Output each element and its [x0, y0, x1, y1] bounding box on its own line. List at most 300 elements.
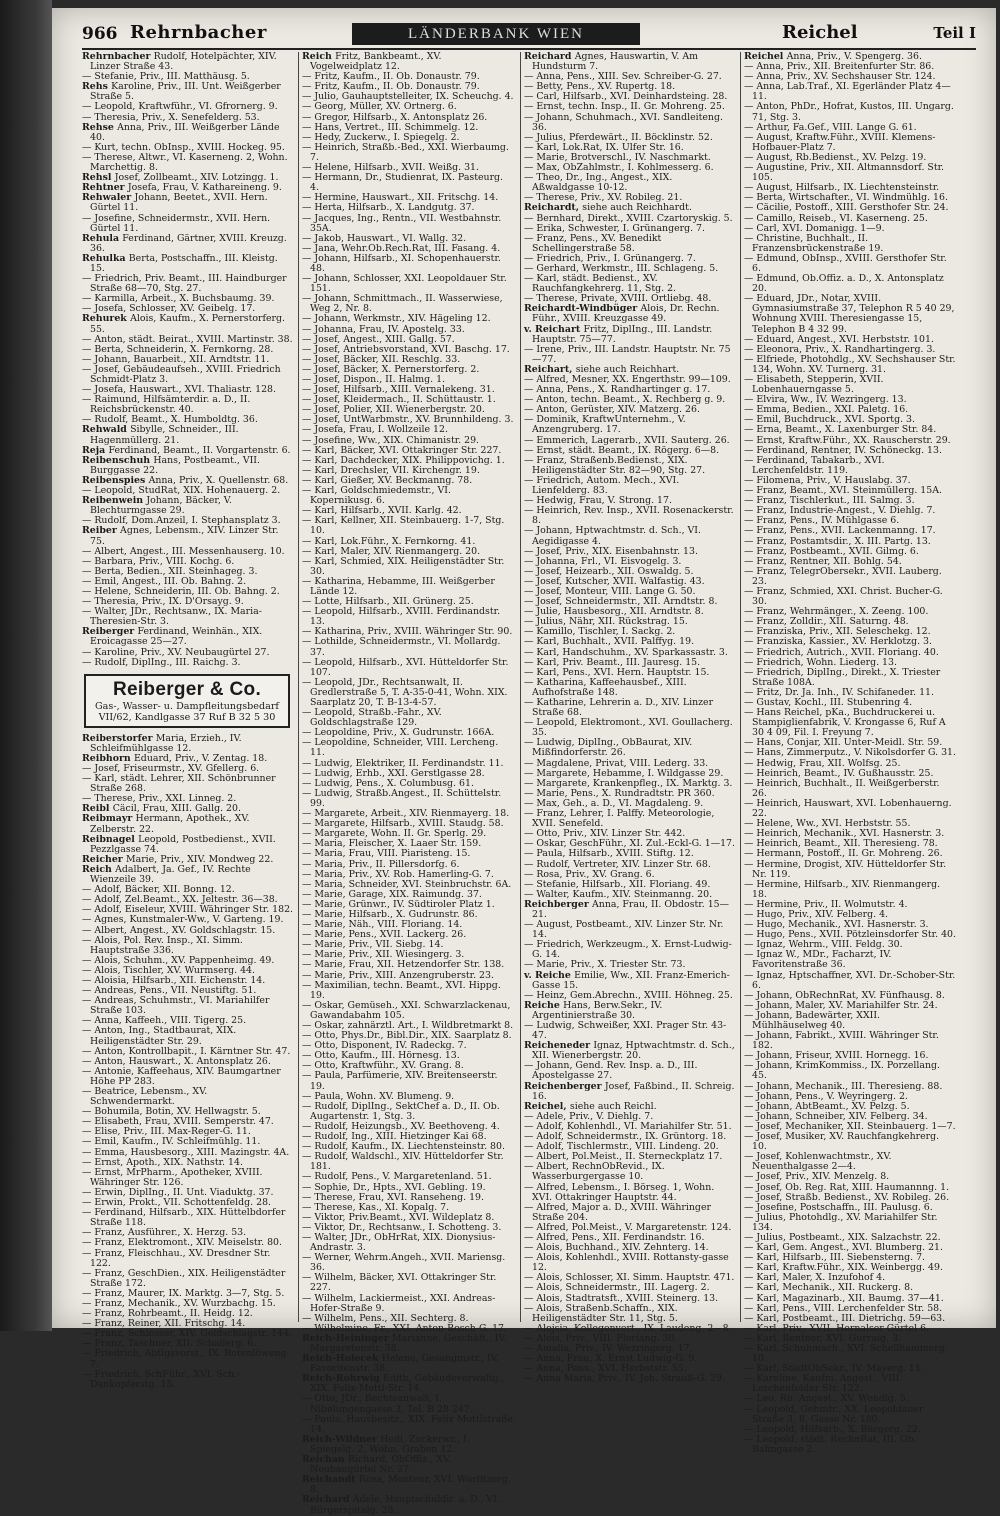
directory-entry [524, 304, 736, 324]
entry-details: — Paula, Wohn. XV. Blumeng. 9. [302, 1090, 455, 1102]
entry-details: — Ferdinand, Hilfsarb., XIX. Hüttelbdorfer Straße 118. [82, 1207, 286, 1229]
directory-entry [302, 577, 514, 597]
entry-details: — Edmund, Ob.Offiz. a. D., X. Antonsplatz 20. [744, 273, 944, 295]
entry-details: — Karl, Rentner, XVI. Gurraig. 3. [744, 1332, 901, 1344]
directory-entry [744, 708, 956, 738]
entry-details: — Gustav, Kochl., III. Stubenring 4. [744, 697, 913, 708]
entry-details: — Franz, Rohrbeamt., II. Heidg. 12. [82, 1308, 253, 1320]
entry-details: — Jana, Wehr.Ob.Rech.Rat, III. Fasang. 4. [302, 242, 501, 254]
entry-details: — Anna, Pens., XIII. Sev. Schreiber-G. 27. [524, 71, 722, 83]
directory-entry [82, 254, 294, 274]
column-2 [302, 51, 514, 1516]
entry-details: — Rudolf, Vertreter, XIV. Linzer Str. 68. [524, 858, 711, 870]
entry-details: — Julius, Postbeamt., XIX. Salzachstr. 22. [744, 1231, 941, 1243]
entry-details: — Ludwig, Elektriker, II. Ferdinandstr. 11. [302, 757, 504, 769]
page-number: 966 [82, 24, 118, 44]
entry-surname: Rehulka [82, 252, 129, 264]
directory-entry [524, 698, 736, 718]
entry-details: — Johann, Badewärter, XXII. Mühlhäuselweg 40. [744, 1009, 881, 1031]
entry-details: — Marie, Näh., VIII. Floriang. 14. [302, 919, 463, 931]
entry-details: — Friedrich, Priv., I. Grünangerg. 7. [524, 252, 696, 264]
entry-details: — Franz, Fleischhau., XV. Dresdner Str. 122. [82, 1247, 271, 1269]
directory-entry [82, 395, 294, 415]
entry-details: — Franz, Taschner, XII. Schallerg. 6. [82, 1338, 257, 1350]
directory-entry [82, 214, 294, 234]
entry-details: — Josefa, Frau, I. Wollzeile 12. [302, 424, 448, 436]
column-divider [298, 52, 299, 1322]
directory-entry [524, 1253, 736, 1273]
entry-details: — Johann, Schmittmach., II. Wasserwiese, Weg 2, Nr. 8. [302, 293, 503, 315]
entry-details: — Josef, Ob. Reg. Rat, XIII. Haumannng. 1. [744, 1181, 950, 1193]
directory-entry [524, 1203, 736, 1223]
entry-details: — August, Kraftw.Führ., XVIII. Klemens-Hofbauer-Platz 7. [744, 131, 936, 153]
directory-entry [302, 1233, 514, 1253]
entry-details: — Antonie, Kaffeehaus, XIV. Baumgartner Höhe PP 283. [82, 1065, 281, 1087]
entry-details: — Karl, Schuhmach., XVI. Schellhammerg. 10. [744, 1343, 948, 1365]
entry-details: — Leopold, JDr., Rechtsanwalt, II. Gredlerstraße 5, T. A-35-0-41, Wohn. XIX. Saarplatz 20, T. B-13-4-57. [302, 676, 508, 708]
entry-details: — Carl, Hilfsarb., XVI. Deinhardsteing. 28. [524, 91, 728, 103]
entry-details: — Barbara, Priv., VIII. Kochg. 6. [82, 555, 235, 567]
entry-details: — Helene, Hilfsarb., XVII. Weißg. 31. [302, 162, 479, 174]
entry-surname: Reicher [82, 853, 127, 865]
entry-surname: Rehsl [82, 172, 115, 184]
directory-entry [82, 1168, 294, 1188]
entry-details: — Fritz, Kaufm., II. Ob. Donaustr. 79. [302, 71, 480, 83]
entry-details: — Anna, Frau, X. Ernst Ludwig-G. 9. [524, 1353, 698, 1365]
entry-details: — Leopold, Hilfsarb., XVI. Hütteldorfer Str. 107. [302, 656, 509, 678]
entry-details: — Margarete, Wohn. II. Gr. Sperlg. 29. [302, 828, 487, 840]
entry-details: — Hans, Zimmerputz., V. Nikolsdorfer G. 31. [744, 747, 956, 759]
entry-surname: Reich-Rohrwig [302, 1373, 383, 1385]
entry-details: — Hugo, Priv., XIV. Felberg. 4. [744, 908, 889, 920]
entry-details: — Emma, Hausbesorg., XIII. Mazingstr. 4A. [82, 1146, 290, 1158]
directory-entry [82, 1208, 294, 1228]
entry-details: — Josef, Bäcker, XII. Reschlg. 33. [302, 353, 461, 365]
directory-entry [82, 274, 294, 294]
entry-details: — Otto, Kaufm., III. Hörnesg. 13. [302, 1050, 460, 1062]
entry-details: — Berta, Schneiderin, X. Fernkorng. 28. [82, 343, 274, 355]
entry-details: — Josef, Bäcker, X. Pernerstorferg. 2. [302, 363, 480, 375]
entry-details: — Karl, Schmied, XIX. Heiligenstädter Str. 30. [302, 555, 505, 577]
entry-details: — Werner, Wehrm.Angeh., XVII. Mariensg. 36. [302, 1252, 506, 1274]
entry-details: — Friedrich, DiplIng., Direkt., X. Triester Straße 108A. [744, 666, 941, 688]
entry-surname: Reichard [302, 1494, 353, 1506]
entry-details: — Josefa, Hauswart., XVI. Thaliastr. 128. [82, 384, 276, 396]
entry-details: — Franz, Pens., XVII. Lackenmanng. 17. [744, 525, 936, 537]
book-binding-edge [0, 0, 52, 1331]
directory-entry [82, 658, 294, 668]
entry-details: — Paula, Hausbesitz., XIX. Felix Mottlstraße 14. [302, 1413, 514, 1435]
entry-details: — Wilhelm, Lackiermeist., XXI. Andreas-Hofer-Straße 9. [302, 1292, 496, 1314]
entry-details: — Alois, Pol. Rev. Insp., XI. Simm. Hauptstraße 336. [82, 934, 243, 956]
entry-details: — Hans, Conjar, XII. Unter-Meidl. Str. 59. [744, 737, 943, 749]
entry-details: Josef, Zollbeamt., XIV. Lotzingg. 1. [114, 172, 279, 184]
entry-details: — Adolf, Eiseleur, XVIII. Währinger Str. 182. [82, 904, 294, 916]
entry-details: — Hugo, Pens., XVII. Pötzleinsdorfer Str. 40. [744, 929, 956, 941]
entry-surname: Reichardt-Windbüger [524, 303, 641, 315]
entry-details: — Stefanie, Priv., III. Matthäusg. 5. [82, 71, 250, 83]
entry-details: — Augustine, Priv., XII. Altmannsdorf. Str. 105. [744, 162, 945, 184]
entry-details: — Heinrich, Straßb.-Bed., XXI. Wierbaumg. 7. [302, 141, 509, 163]
directory-entry [524, 113, 736, 133]
directory-entry [524, 52, 736, 72]
entry-details: — Paula, Parfümerie, XIV. Breitenseerstr. 19. [302, 1070, 498, 1092]
entry-details: Leopold, Postbedienst., XVII. Pezzlgasse 74. [90, 833, 276, 855]
entry-details: — Anna, Priv., XII. Breitenfurter Str. 86. [744, 61, 935, 73]
entry-surname: Reichenberger [524, 1080, 605, 1092]
directory-entry [302, 294, 514, 314]
entry-details: — Heinrich, Beamt., XII. Theresieng. 78. [744, 838, 938, 850]
directory-entry [744, 234, 956, 254]
entry-details: Emilie, Ww., XII. Franz-Emerich-Gasse 15. [532, 969, 730, 991]
entry-details: — Karl, Kraftw.Führ., XIX. Weinbergg. 49. [744, 1262, 943, 1274]
directory-entry [744, 1374, 956, 1394]
entry-details: — Margarete, Hilfsarb., XVIII. Staudg. 58. [302, 818, 504, 830]
entry-details: — Elisabeth, Stepperin, XVII. Lobenhauerngasse 5. [744, 374, 884, 396]
entry-details: — Friedrich, Werkzeugm., X. Ernst-Ludwig-G. 14. [524, 939, 732, 961]
entry-details: — Magdalene, Privat, VIII. Lederg. 33. [524, 757, 709, 769]
entry-surname: Reja [82, 444, 109, 456]
entry-details: — Hedwig, Frau, V. Strong. 17. [524, 495, 672, 507]
entry-details: — Hedy, Zuckerw., I. Spiegelg. 2. [302, 131, 460, 143]
entry-details: — Marie, Frau, XII. Hetzendorfer Str. 138. [302, 959, 505, 971]
directory-entry [744, 375, 956, 395]
entry-details: — Friedrich, Autom. Mech., XVI. Lienfelderg. 83. [524, 474, 680, 497]
directory-entry [524, 718, 736, 738]
entry-details: — Alojsia, Kollegenvert., IX. Laudeng. 2—8. [524, 1322, 732, 1334]
entry-details: — Elfriede, Photohdlg., XV. Sechshauser Str. 134, Wohn. XV. Turnerg. 31. [744, 353, 956, 375]
directory-entry [82, 1349, 294, 1369]
directory-entry [82, 365, 294, 385]
entry-details: — Karl, Hilfsarb., XVII. Karlg. 42. [302, 505, 462, 517]
ad-line-2: VII/62, Kandlgasse 37 Ruf B 32 5 30 [98, 711, 276, 723]
entry-surname: Reibhorn [82, 752, 134, 764]
directory-entry [82, 1249, 294, 1269]
directory-entry [82, 234, 294, 254]
entry-details: Maria, Erzieh., IV. Schleifmühlgasse 12. [90, 732, 242, 754]
entry-surname: Rehtner [82, 182, 128, 194]
entry-details: — Marie, Garage, XIX. Raimundg. 37. [302, 888, 482, 900]
entry-details: Rosa, Monteur, XVI. Wurlitzerg. 8. [310, 1474, 511, 1496]
directory-entry [744, 860, 956, 880]
entry-details: Marianne, Geschäft., IV. Margaretenstr. 38. [310, 1332, 507, 1354]
entry-details: — Johanna, Frl., VI. Eisvogelg. 3. [524, 555, 682, 567]
directory-page [52, 8, 996, 1516]
entry-details: — Helene, Schneiderin, III. Ob. Bahng. 2. [82, 585, 280, 597]
entry-details: — Josef, Angest., XIII. Gallg. 57. [302, 333, 455, 345]
entry-details: — Ludwig, DiplIng., ObBaurat, XIV. Mißfindorferstr. 26. [524, 737, 693, 759]
entry-surname: Rehs [82, 81, 112, 93]
directory-entry [82, 1087, 294, 1107]
entry-details: — Gerhard, Werkmstr., III. Schlageng. 5. [524, 262, 719, 274]
entry-details: — Hans Reichel, pKa., Buchdruckerei u. Stampiglienfabrik, V. Krongasse 6, Ruf A 30 4 09, Fil. I. Freyung 7. [744, 707, 946, 739]
directory-entry [302, 708, 514, 728]
entry-details: — Johann, Hptwachtmstr. d. Sch., VI. Aegidigasse 4. [524, 525, 701, 547]
directory-entry [744, 254, 956, 274]
entry-details: — Josef, Monteur, VIII. Lange G. 50. [524, 585, 696, 597]
entry-details: — Walter, Kaufm., XIV. Steinmanng. 20. [524, 888, 713, 900]
directory-entry [82, 52, 294, 72]
entry-details: — Johann, Hilfsarb., XI. Schopenhauerstr. 48. [302, 252, 501, 274]
entry-details: — Karl, städt. Lehrer, XII. Schönbrunner Straße 268. [82, 773, 276, 795]
entry-details: — Heinrich, Buchhalt., II. Weißgerberstr. 26. [744, 777, 940, 799]
entry-details: — Maria, Fleischer, X. Laaer Str. 159. [302, 838, 482, 850]
entry-details: — Julio, Gauhauptstelleiter, IX. Scheuchg. 4. [302, 91, 514, 103]
entry-details: siehe auch Reichl. [569, 1100, 657, 1112]
entry-details: — Josef, Kutscher, XVII. Walfastig. 43. [524, 575, 705, 587]
header-banner-ad: LÄNDERBANK WIEN [352, 23, 640, 45]
entry-details: — Ignaz, Wehrm., VIII. Feldg. 30. [744, 939, 903, 951]
column-3 [524, 51, 736, 1385]
entry-details: — Ernst, städt. Beamt., IX. Rögerg. 6—8. [524, 444, 720, 456]
directory-entry [82, 607, 294, 627]
directory-entry [302, 143, 514, 163]
entry-details: Agnes, Hauswartin, V. Am Hundsturm 7. [532, 51, 699, 73]
entry-details: — Andreas, Pens., VII. Neustiftg. 51. [82, 985, 257, 997]
entry-details: — Karl, städt. Bedienst., XV. Rauchfangkehrerg. 11, Stg. 2. [524, 273, 677, 295]
entry-details: — Karmilla, Arbeit., X. Buchsbaumg. 39. [82, 293, 275, 305]
advertisement-box [84, 674, 290, 728]
entry-details: — Franz, Elektromont., XIV. Meiselstr. 80. [82, 1237, 282, 1249]
entry-details: — Andreas, Schuhmstr., VI. Mariahilfer Straße 103. [82, 995, 270, 1017]
entry-surname: Reichardt, [524, 202, 583, 214]
entry-details: Marie, Priv., XIV. Mondweg 22. [126, 853, 274, 865]
entry-details: — Anna, Kaffeeh., VIII. Tigerg. 25. [82, 1015, 247, 1027]
entry-details: — Oskar, Gemüseh., XXI. Schwarzlackenau, Gawandabahm 105. [302, 999, 511, 1021]
directory-entry [82, 734, 294, 754]
entry-details: — Adele, Priv., V. Diehlg. 7. [524, 1110, 654, 1122]
directory-entry [744, 950, 956, 970]
directory-entry [524, 1162, 736, 1182]
entry-details: — Hermine, Drogist, XIV. Hütteldorfer Str. Nr. 119. [744, 858, 947, 880]
entry-details: — Leopold, Kraftwführ., VI. Gfrornerg. 9. [82, 101, 278, 113]
entry-details: — Johann, Schneiber, XIV. Felberg. 34. [744, 1110, 928, 1122]
entry-surname: Reich [82, 863, 116, 875]
directory-entry [744, 799, 956, 819]
entry-details: — Marie, Grünwr., IV. Südtiroler Platz 1. [302, 898, 495, 910]
entry-details: — Anton, techn. Beamt., X. Rechberg g. 9. [524, 394, 726, 406]
entry-details: — Otto, JDr., Rechtsanwalt, I. Nibelungengasse 3, Tel. B 28 247. [302, 1393, 473, 1415]
entry-details: Ferdinand, Weinhän., XIX. Eroicagasse 25—27. [90, 626, 263, 648]
entry-details: — Anton, städt. Beirat., XVIII. Martinstr. 38. [82, 333, 293, 345]
directory-entry [524, 1021, 736, 1041]
entry-details: — Franz, Postamtsdir., X. III. Partg. 13. [744, 535, 931, 547]
directory-entry [524, 415, 736, 435]
entry-details: — Anton, Gerüster, XIV. Matzerg. 26. [524, 404, 700, 416]
entry-details: — Josef, Kohlenwachtmstr., XV. Neuenthalgasse 2—4. [744, 1151, 892, 1173]
directory-entry [302, 607, 514, 627]
entry-details: Alois, Kaufm., X. Pernerstorferg. 55. [90, 313, 285, 335]
entry-details: — Johann, Pens., V. Weyringerg. 2. [744, 1090, 908, 1102]
entry-surname: Reichandt [302, 1474, 359, 1486]
entry-details: — Franz, TelegrObersekr., XVII. Lauberg. 23. [744, 565, 942, 587]
entry-details: — Walter, JDr., ObHrRat, XIX. Dionysius-Andrastr. 3. [302, 1231, 496, 1254]
entry-details: — Irene, Priv., III. Landstr. Hauptstr. Nr. 75—77. [524, 343, 731, 365]
directory-entry [744, 567, 956, 587]
entry-details: Anna, Priv., III. Weißgerber Lände 40. [90, 121, 280, 143]
directory-entry [302, 1435, 514, 1455]
directory-entry [744, 1344, 956, 1364]
entry-details: — Karl, Pens., VIII. Lerchenfelder Str. 58. [744, 1302, 943, 1314]
entry-details: Sibylle, Schneider., III. Hagenmüllerg. 21. [90, 424, 239, 446]
entry-surname: Reicheneder [524, 1040, 594, 1052]
directory-entry [82, 936, 294, 956]
directory-entry [82, 193, 294, 213]
entry-details: Ferdinand, Gärtner, XVIII. Kreuzg. 36. [90, 232, 287, 254]
directory-entry [82, 314, 294, 334]
entry-details: — Rudolf, DiplIng., III. Raichg. 3. [82, 656, 241, 668]
entry-surname: Reichberger [524, 898, 593, 910]
entry-details: — Josef, Dispon., II. Halmg. 1. [302, 374, 446, 385]
entry-surname: Reich [302, 51, 336, 62]
entry-details: — Alois, Priv., VIII. Floriang. 30. [524, 1332, 678, 1344]
entry-details: Eduard, Priv., V. Zentag. 18. [133, 752, 268, 764]
entry-details: — Alfred, Major a. D., XVIII. Währinger Straße 204. [524, 1201, 711, 1223]
entry-details: — Erwin, Prokt., VII. Schottenfeldg. 28. [82, 1197, 272, 1209]
entry-details: — Johann, Friseur, XVIII. Hornegg. 16. [744, 1050, 929, 1062]
directory-entry [302, 557, 514, 577]
entry-details: — Rudolf, DiplIng., SektChef a. D., II. Ob. Augartenstr. 1, Stg. 3. [302, 1100, 500, 1122]
entry-details: — Georg, Müller, XV. Ortnerg. 6. [302, 101, 457, 113]
entry-details: — Hermann, Postoff., II. Gr. Mohreng. 26. [744, 848, 943, 860]
directory-entry [82, 627, 294, 647]
entry-details: Agnes, Lebensm., XIV. Linzer Str. 75. [90, 525, 279, 547]
entry-details: — Franziska, Kassier., XV. Herklotzg. 3. [744, 636, 933, 648]
entry-surname: Reich-Holecek [302, 1353, 382, 1365]
entry-details: — Bohumila, Botin, XV. Hellwagstr. 5. [82, 1106, 261, 1118]
entry-details: — Hans, Vertret., III. Schimmelg. 12. [302, 121, 479, 133]
entry-details: — August, Postbeamt., XIV. Linzer Str. Nr. 14. [524, 919, 724, 941]
entry-details: — Ernst, techn. Insp., II. Gr. Mohreng. 25. [524, 101, 725, 113]
directory-entry [744, 1405, 956, 1425]
directory-entry [524, 456, 736, 476]
entry-details: — Karl, Dachdecker, XIX. Philippovichg. 1. [302, 454, 505, 466]
directory-entry [744, 102, 956, 122]
entry-details: — Franz, Tischlerkut., III. Salmg. 3. [744, 495, 915, 507]
entry-details: — Emil, Angest., III. Ob. Bahng. 2. [82, 575, 247, 587]
entry-details: Josefa, Frau, V. Kathareineng. 9. [127, 182, 282, 194]
entry-details: Berta, Postschaffn., III. Kleistg. 15. [90, 252, 278, 274]
entry-details: — Hermine, Hauswart., XII. Fritschg. 14. [302, 192, 499, 204]
directory-entry [302, 1152, 514, 1172]
entry-details: — Kurt, techn. ObInsp., XVIII. Hockeg. 95. [82, 141, 285, 153]
entry-details: — Theo, Dr., Ing., Angest., XIX. Aßwaldgasse 10-12. [524, 172, 673, 194]
entry-details: — Hermine, Priv., II. Wolmutstr. 4. [744, 898, 908, 910]
entry-details: — Elise, Priv., III. Max-Reger-G. 11. [82, 1126, 251, 1138]
entry-details: Fritz, Bankbeamt., XV. Vogelweidplatz 12. [310, 51, 442, 73]
entry-details: — Gregor, Hilfsarb., X. Antonsplatz 26. [302, 111, 488, 123]
entry-details: — Elisabeth, Frau, XVIII. Semperstr. 47. [82, 1116, 274, 1128]
entry-details: — Franz, Straßenb.Bedienst., XIX. Heiligenstädter Str. 82—90, Stg. 27. [524, 454, 706, 476]
entry-surname: Reiber [82, 525, 121, 537]
entry-details: — Johann, Gend. Rev. Insp. a. D., III. Apostelgasse 27. [524, 1060, 698, 1082]
entry-surname: Reibnagel [82, 833, 139, 845]
entry-surname: Rehurek [82, 313, 131, 325]
entry-details: — Anton, Ing., Stadtbaurat, XIX. Heiligenstädter Str. 29. [82, 1025, 237, 1047]
entry-details: Johann, Bäcker, V. Blechturmgasse 29. [90, 495, 232, 517]
directory-entry [302, 1253, 514, 1273]
entry-details: — Heinrich, Hauswart, XVI. Lobenhauerng. 22. [744, 797, 952, 820]
entry-details: — Emma, Bedien., XXI. Paletg. 16. [744, 404, 909, 416]
entry-details: — Leo, Rb. Angest., XV. Wendlg. 5. [744, 1393, 909, 1405]
entry-details: — Hermine, Hilfsarb., XIV. Rienmangerg. 18. [744, 878, 941, 900]
directory-entry [524, 900, 736, 920]
entry-details: — Karoline, Priv., XV. Neubaugürtel 27. [82, 646, 270, 658]
entry-details: — Karoline, Kaufm. Angest., VIII. Lerchenfelder Str. 122. [744, 1373, 903, 1395]
directory-entry [82, 153, 294, 173]
entry-details: — Josef, Antriebsvorstand, XVI. Baschg. 17. [302, 343, 510, 355]
entry-details: — Karl, Handschuhm., XV. Sparkassastr. 3. [524, 646, 728, 658]
entry-surname: Reibmayr [82, 813, 136, 825]
entry-details: — Edmund, ObInsp., XVIII. Gersthofer Str. 6. [744, 252, 947, 274]
entry-details: — Leopold, StudRat, XIX. Hohenauerg. 2. [82, 485, 281, 497]
entry-surname: Reiche [524, 999, 564, 1011]
directory-entry [524, 738, 736, 758]
entry-details: — Lothilde, Schneidermstr., VI. Mollardg. 37. [302, 636, 501, 658]
entry-details: — Sophie, Dr., Hpts., XVI. Gebling. 19. [302, 1181, 486, 1193]
entry-details: — Julie, Hausbesorg., XII. Arndtstr. 8. [524, 606, 704, 618]
entry-details: — Otto, Kraftwführ., XV. Grang. 8. [302, 1060, 464, 1072]
entry-details: — Josef, Hilfsarb., XIII. Vernalekeng. 31. [302, 384, 495, 396]
entry-details: — Hedwig, Frau, XII. Wolfsg. 25. [744, 757, 901, 769]
entry-details: — August, Rb.Bedienst., XV. Pelzg. 19. [744, 151, 927, 163]
entry-details: — Bernhard, Direkt., XVIII. Czartoryskig. 5. [524, 212, 733, 224]
page-header [82, 22, 976, 50]
entry-details: — Ignaz, Hptschaffner, XVI. Dr.-Schober-Str. 6. [744, 969, 956, 991]
entry-details: — Karl, Buchhalt., XVII. Palffyg. 19. [524, 636, 695, 648]
entry-details: — Franz, Lehrer, I. Palffy. Meteorologie, XVII. Senefeld. [524, 808, 715, 830]
entry-details: — Josef, Polier, XII. Wienerbergstr. 20. [302, 404, 485, 416]
entry-details: Hedi, Zuckerwr., I. Spiegelg. 2, Wohn. Graben 12. [310, 1433, 470, 1455]
entry-details: — Jakob, Hauswart., VI. Wallg. 32. [302, 232, 467, 244]
directory-entry [302, 214, 514, 234]
entry-details: — Josef, Priv., XIV. Menzelg. 8. [744, 1171, 890, 1183]
entry-details: — Adolf, Bäcker, XII. Bonng. 12. [82, 884, 235, 896]
entry-surname: v. Reiche [524, 969, 575, 981]
entry-details: — Katharine, Lehrerin a. D., XIV. Linzer Straße 68. [524, 697, 714, 719]
entry-details: — Karl, Drechsler, VII. Kirchengr. 19. [302, 464, 480, 476]
entry-details: — Karl, Lok.Rat, IX. Ulfer Str. 16. [524, 141, 684, 153]
entry-details: — Eduard, Angest., XVI. Herbststr. 101. [744, 333, 934, 345]
entry-details: — Adolf, Schneidermstr., IX. Grüntorg. 18. [524, 1131, 727, 1143]
entry-details: — August, Hilfsarb., IX. Liechtensteinstr. [744, 182, 940, 194]
entry-details: — Paula, Hilfsarb., XVIII. Stiftg. 12. [524, 848, 694, 860]
directory-entry [744, 82, 956, 102]
column-1 [82, 51, 294, 1390]
entry-details: — Anna Maria, Priv., IV. Joh. Strauß-G. 29. [524, 1373, 725, 1385]
entry-details: — Josef, Musiker, XV. Rauchfangkehrerg. 10. [744, 1131, 940, 1153]
directory-entry [744, 668, 956, 688]
entry-details: — Johann, KrimKommiss., IX. Porzellang. 45. [744, 1060, 941, 1082]
directory-entry [744, 294, 956, 334]
entry-details: — Alois, Schuhm., XV. Pappenheimg. 49. [82, 954, 275, 966]
entry-details: Hans, Postbeamt., VII. Burggasse 22. [90, 454, 260, 476]
directory-entry [744, 779, 956, 799]
directory-entry [302, 678, 514, 708]
entry-details: — Leopold, Elektromont., XVI. Goullacherg. 35. [524, 717, 733, 739]
directory-entry [744, 1011, 956, 1031]
directory-entry [302, 1495, 514, 1515]
entry-details: — Jacques, Ing., Rentn., VII. Westbahnstr. 35A. [302, 212, 502, 234]
entry-details: — Ferdinand, Rentner, IV. Schöneckg. 13. [744, 444, 942, 456]
directory-entry [524, 1041, 736, 1061]
entry-details: — Walter, JDr., Rechtsanw., IX. Maria-Theresien-Str. 3. [82, 606, 262, 628]
entry-details: — Katharina, Kaffeehausbef., XIII. Aufhofstraße 148. [524, 676, 687, 698]
directory-entry [302, 274, 514, 294]
entry-details: — Alois, Kohlenhdl., XVIII. Rottansty-gasse 12. [524, 1252, 729, 1274]
entry-details: — Karl, Magazinarb., XII. Baumg. 37—41. [744, 1292, 944, 1304]
entry-details: — Franz, Mechanik., XV. Wurzbachg. 15. [82, 1297, 276, 1309]
